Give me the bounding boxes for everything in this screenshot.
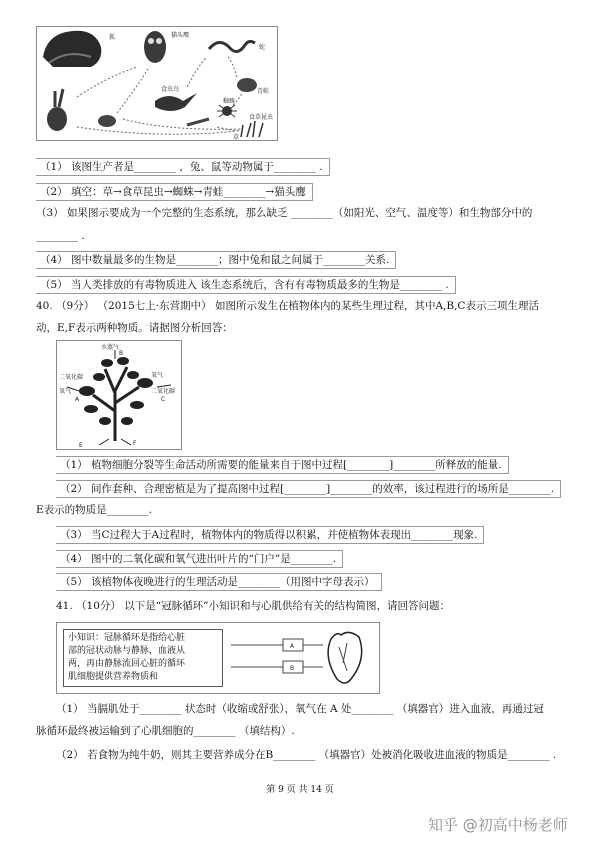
plant-label-o2-left: 氧气 [59, 388, 72, 395]
q40-title-line1: 40. （9分） （2015七上·东营期中） 如图所示发生在植物体内的某些生理过程，其中A,B,C表示三项生理活 [36, 300, 539, 312]
plant-label-f: F [133, 440, 137, 447]
label-grass: 草 [233, 134, 240, 140]
label-spider: 蜘蛛 [223, 98, 236, 105]
q40-item-4: （4） 图中的二氧化碳和氧气进出叶片的“门户”是________. [56, 550, 343, 568]
q41-item-2: （2） 若食物为纯牛奶，则其主要营养成分在B________ （填器官）处被消化吸收进血液的物质是________ . [56, 749, 557, 761]
heart-label-b: B [290, 665, 295, 672]
q41-item-1: （1） 当膈肌处于________ 状态时（收缩或舒张），氧气在 A 处________ （填器官）进入血液，再通过冠 [56, 703, 544, 715]
q39-item-4: （4） 图中数量最多的生物是________；图中兔和鼠之间属于________关系. [36, 251, 396, 269]
food-web-figure [36, 26, 278, 141]
food-web-drawing [37, 27, 277, 140]
q39-item-2: （2） 填空：草→食草昆虫→蜘蛛→青蛙________→猫头鹰 [36, 183, 313, 201]
q39-item-3: （3） 如果图示要成为一个完整的生态系统，那么缺乏 ________（如阳光、空气、温度等）和生物部分中的 [36, 207, 533, 219]
plant-label-a: A [75, 396, 80, 403]
heart-label-a: A [290, 643, 295, 650]
watermark: 知乎 @初高中杨老师 [428, 816, 568, 834]
knowledge-box [63, 629, 223, 687]
heart-diagram [227, 623, 377, 693]
page-footer: 第 9 页 共 14 页 [266, 785, 334, 795]
knowledge-line-4: 肌细胞提供营养物质和 [68, 672, 159, 682]
q40-item-2: （2） 间作套种、合理密植是为了提高图中过程[________]________的效率，该过程进行的场所是________. [56, 480, 561, 498]
label-snake: 蛇 [259, 44, 266, 51]
plant-figure [56, 340, 182, 450]
q39-item-3-cont: ________ . [36, 230, 85, 242]
plant-label-o2-right: 氧气 [151, 372, 164, 379]
plant-label-co2-left: 二氧化碳 [59, 374, 84, 381]
plant-label-b: B [119, 350, 124, 357]
plant-label-vapor: 水蒸气 [101, 344, 120, 351]
label-insect: 食草昆虫 [249, 114, 274, 121]
plant-drawing [57, 341, 181, 449]
plant-label-co2-right: 二氧化碳 [151, 388, 176, 395]
q40-item-3: （3） 当C过程大于A过程时，植物体内的物质得以积累，并使植物体表现出________现象. [56, 526, 484, 544]
plant-label-c: C [161, 396, 166, 403]
label-hawk: 猫头鹰 [171, 32, 190, 39]
q40-title-line2: 动，E,F表示两种物质。请据图分析回答： [36, 322, 233, 334]
knowledge-line-2: 部的冠状动脉与静脉，血液从 [68, 646, 186, 656]
knowledge-line-1: 小知识：冠脉循环是指给心脏 [68, 633, 186, 643]
q40-item-2-cont: E表示的物质是________. [36, 504, 153, 516]
heart-figure [56, 622, 380, 694]
q40-item-1: （1） 植物细胞分裂等生命活动所需要的能量来自于图中过程[________]________所释放的能量. [56, 456, 509, 474]
label-bird: 食虫鸟 [161, 86, 180, 93]
plant-label-e: E [79, 442, 83, 449]
q40-item-5: （5） 该植物体夜晚进行的生理活动是________（用图中字母表示） [56, 573, 382, 591]
q39-item-5: （5） 当人类排放的有毒物质进入 该生态系统后，含有有毒物质最多的生物是________ . [36, 276, 456, 294]
knowledge-line-3: 两，再由静脉流回心脏的循环 [68, 659, 186, 669]
label-fox: 狐 [109, 34, 116, 41]
q39-item-1: （1） 该图生产者是________ ，兔、鼠等动物属于________ . [36, 158, 330, 176]
q41-item-1-cont: 脉循环最终被运输到了心肌细胞的________ （填结构）. [36, 725, 295, 737]
label-frog: 青蛙 [257, 88, 270, 95]
q41-title: 41. （10分） 以下是“冠脉循环”小知识和与心肌供给有关的结构简图，请回答问题： [56, 600, 450, 612]
